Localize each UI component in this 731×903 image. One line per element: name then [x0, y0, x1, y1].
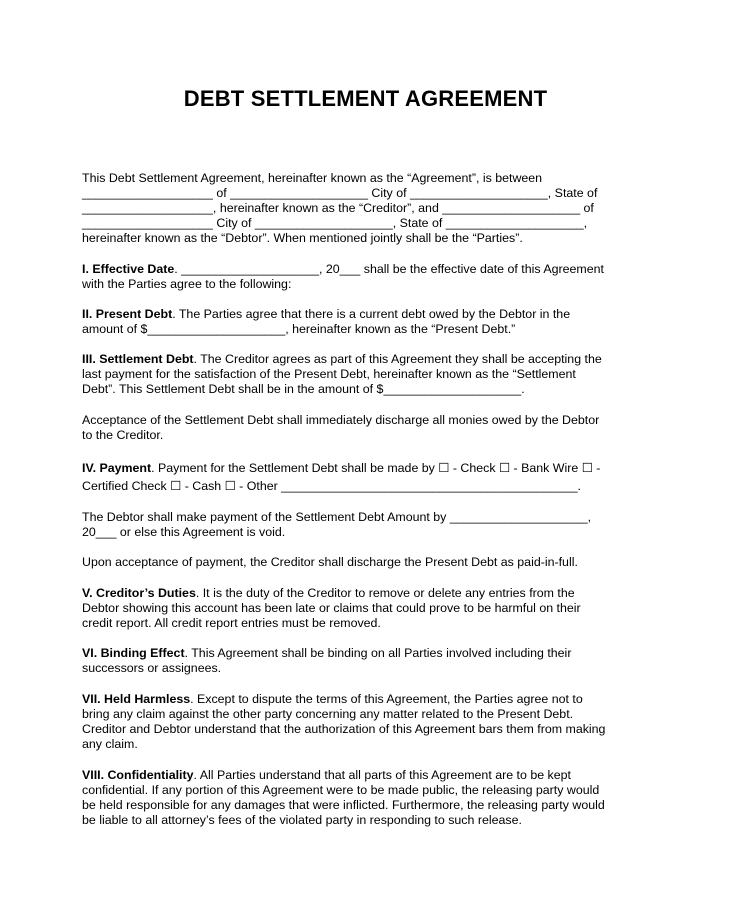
section-heading: IV. Payment: [82, 461, 152, 475]
section-text: . Except to dispute the terms of this Agreement, the Parties agree not to: [190, 692, 583, 706]
section-confidentiality-line-2: confidential. If any portion of this Agreement were to be made public, the releasing party would: [82, 783, 600, 797]
section-creditors-duties-line-3: credit report. All credit report entries must be removed.: [82, 616, 381, 630]
section-heading: II. Present Debt: [82, 307, 173, 321]
intro-line-3[interactable]: ___________________, hereinafter known as the “Creditor”, and ____________________ of: [82, 201, 594, 215]
section-confidentiality-line-1: [82, 767, 571, 783]
section-heading: III. Settlement Debt: [82, 352, 194, 366]
section-text: . The Creditor agrees as part of this Agreement they shall be accepting the: [193, 352, 602, 366]
section-held-harmless-line-3: Creditor and Debtor understand that the authorization of this Agreement bars them from making: [82, 722, 606, 736]
section-text: . All Parties understand that all parts of this Agreement are to be kept: [193, 768, 571, 782]
section-heading: V. Creditor’s Duties: [82, 586, 196, 600]
section-settlement-debt-line-1: [82, 351, 602, 367]
intro-line-1: This Debt Settlement Agreement, hereinafter known as the “Agreement”, is between: [82, 171, 543, 185]
section-held-harmless-line-2: bring any claim against the other party concerning any matter related to the Present Debt.: [82, 707, 574, 721]
acceptance-line-1: Acceptance of the Settlement Debt shall immediately discharge all monies owed by the Debtor: [82, 413, 600, 427]
section-heading: VIII. Confidentiality: [82, 768, 194, 782]
section-present-debt-line-1: [82, 306, 570, 322]
debtor-payment-line-1[interactable]: The Debtor shall make payment of the Settlement Debt Amount by ____________________,: [82, 510, 592, 524]
section-text: . This Agreement shall be binding on all Parties involved including their: [184, 646, 572, 660]
section-present-debt-line-2[interactable]: amount of $____________________, hereinafter known as the “Present Debt.”: [82, 322, 516, 336]
section-text: . ____________________, 20___ shall be the effective date of this Agreement: [174, 262, 604, 276]
section-text: . The Parties agree that there is a current debt owed by the Debtor in the: [172, 307, 571, 321]
document-title: DEBT SETTLEMENT AGREEMENT: [183, 86, 548, 111]
section-confidentiality-line-4: be liable to all attorney’s fees of the violated party in responding to such release.: [82, 813, 522, 827]
acceptance-line-2: to the Creditor.: [82, 428, 164, 442]
section-payment-line-1[interactable]: [82, 460, 600, 476]
section-payment-line-2[interactable]: Certified Check ☐ - Cash ☐ - Other ___________________________________________.: [82, 479, 581, 493]
section-text: . It is the duty of the Creditor to remove or delete any entries from the: [195, 586, 575, 600]
section-settlement-debt-line-2: last payment for the satisfaction of the Present Debt, hereinafter known as the “Settlement: [82, 367, 576, 381]
section-held-harmless-line-1: [82, 691, 583, 707]
section-binding-effect-line-1: [82, 645, 571, 661]
intro-line-2[interactable]: ___________________ of ____________________ City of ____________________, State of: [82, 186, 598, 200]
section-creditors-duties-line-1: [82, 585, 575, 601]
section-confidentiality-line-3: be held responsible for any damages that were inflicted. Furthermore, the releasing party would: [82, 798, 605, 812]
section-held-harmless-line-4: any claim.: [82, 737, 138, 751]
section-effective-date-line-1[interactable]: [82, 261, 604, 277]
intro-line-4[interactable]: ___________________ City of ____________________, State of ____________________,: [82, 216, 588, 230]
section-heading: VI. Binding Effect: [82, 646, 185, 660]
section-heading: I. Effective Date: [82, 262, 175, 276]
section-heading: VII. Held Harmless: [82, 692, 191, 706]
section-binding-effect-line-2: successors or assignees.: [82, 661, 222, 675]
section-text: . Payment for the Settlement Debt shall be made by ☐ - Check ☐ - Bank Wire ☐ -: [151, 461, 601, 475]
intro-line-5: hereinafter known as the “Debtor”. When mentioned jointly shall be the “Parties”.: [82, 231, 523, 245]
section-settlement-debt-line-3[interactable]: Debt”. This Settlement Debt shall be in the amount of $____________________.: [82, 382, 525, 396]
section-creditors-duties-line-2: Debtor showing this account has been late or claims that could prove to be harmful on their: [82, 601, 581, 615]
debtor-payment-line-2[interactable]: 20___ or else this Agreement is void.: [82, 525, 286, 539]
section-effective-date-line-2: with the Parties agree to the following:: [82, 277, 292, 291]
upon-acceptance-line: Upon acceptance of payment, the Creditor shall discharge the Present Debt as paid-in-full.: [82, 555, 578, 569]
